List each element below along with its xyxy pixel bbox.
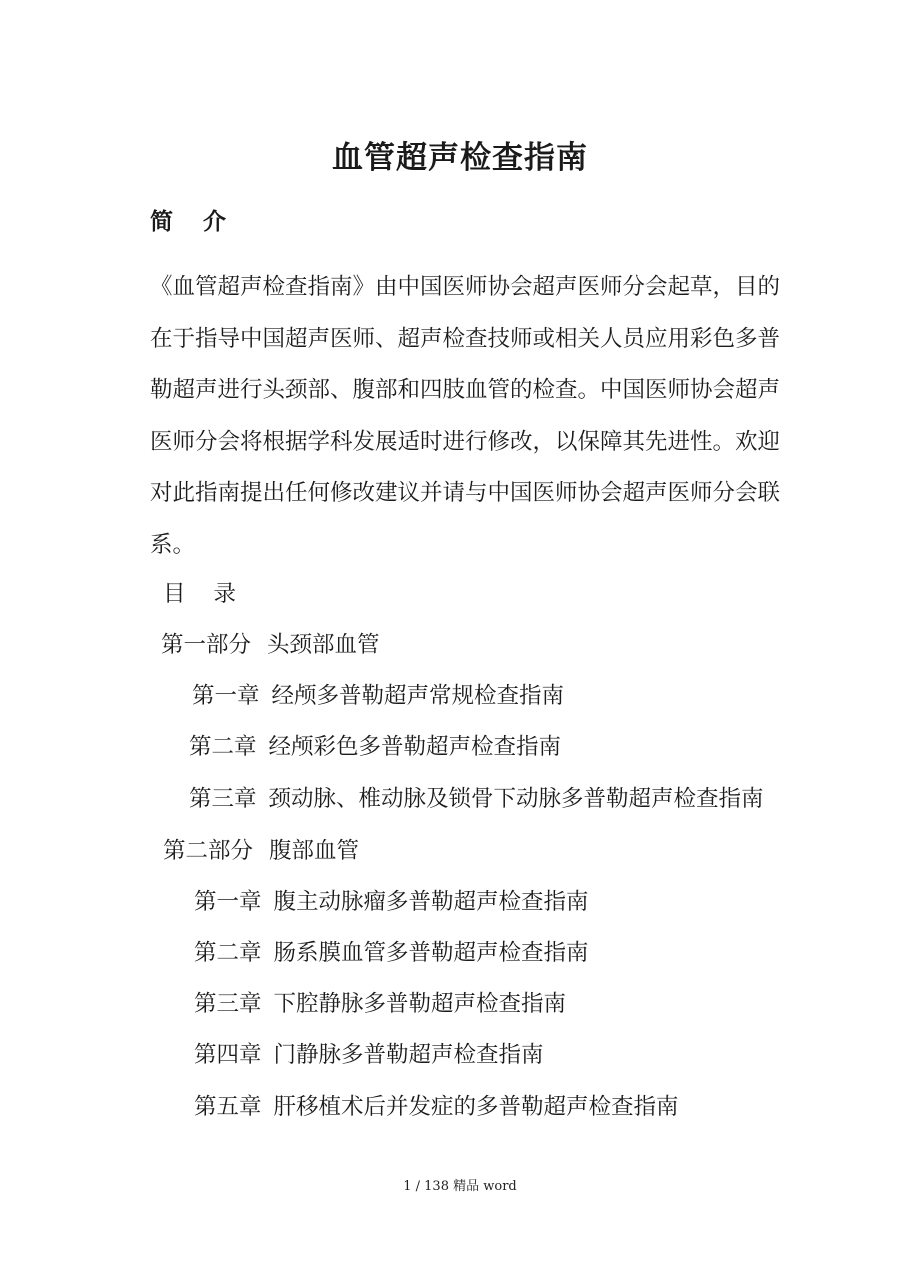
toc-title: 腹部血管 <box>269 838 360 864</box>
toc-label: 第二部分 <box>163 838 254 864</box>
page-footer: 1 / 138 精品 word <box>403 1179 517 1194</box>
intro-heading-char-2: 介 <box>203 208 226 235</box>
toc-title: 头颈部血管 <box>267 632 380 658</box>
toc-title: 经颅多普勒超声常规检查指南 <box>271 683 565 709</box>
toc-label: 第四章 <box>194 1042 262 1068</box>
toc-chapter <box>192 674 564 718</box>
toc-chapter <box>194 931 589 975</box>
toc-title: 肝移植术后并发症的多普勒超声检查指南 <box>273 1094 679 1120</box>
toc-chapter <box>194 1033 544 1077</box>
toc-chapter <box>194 982 566 1026</box>
toc-chapter <box>194 880 589 924</box>
toc-title: 肠系膜血管多普勒超声检查指南 <box>273 940 589 966</box>
toc-label: 第三章 <box>189 786 257 812</box>
toc-title: 经颅彩色多普勒超声检查指南 <box>268 734 562 760</box>
intro-heading <box>150 202 226 242</box>
toc-label: 第一章 <box>192 683 260 709</box>
toc-heading <box>163 572 236 616</box>
toc-chapter <box>189 725 561 769</box>
toc-part-1 <box>161 623 380 667</box>
toc-label: 第五章 <box>194 1094 262 1120</box>
toc-chapter <box>194 1085 679 1129</box>
document-title: 血管超声检查指南 <box>332 140 588 176</box>
toc-label: 第二章 <box>189 734 257 760</box>
toc-title: 门静脉多普勒超声检查指南 <box>273 1042 544 1068</box>
toc-heading-char-2: 录 <box>213 581 237 607</box>
toc-title: 颈动脉、椎动脉及锁骨下动脉多普勒超声检查指南 <box>268 786 764 812</box>
toc-chapter <box>189 777 764 821</box>
toc-label: 第二章 <box>194 940 262 966</box>
intro-paragraph: 《血管超声检查指南》由中国医师协会超声医师分会起草，目的在于指导中国超声医师、超声检查技师或相关人员应用彩色多普勒超声进行头颈部、腹部和四肢血管的检查。中国医师协会超声医师分会将根据学科发展适时进行修改，以保障其先进性。欢迎对此指南提出任何修改建议并请与中国医师协会超声医师分会联系。 <box>150 274 781 558</box>
toc-title: 下腔静脉多普勒超声检查指南 <box>273 991 567 1017</box>
toc-heading-char-1: 目 <box>163 581 186 607</box>
toc-label: 第一部分 <box>161 632 252 658</box>
toc-title: 腹主动脉瘤多普勒超声检查指南 <box>273 889 589 915</box>
toc-label: 第一章 <box>194 889 262 915</box>
toc-part-2 <box>163 829 359 873</box>
toc-label: 第三章 <box>194 991 262 1017</box>
intro-heading-char-1: 简 <box>150 208 173 235</box>
